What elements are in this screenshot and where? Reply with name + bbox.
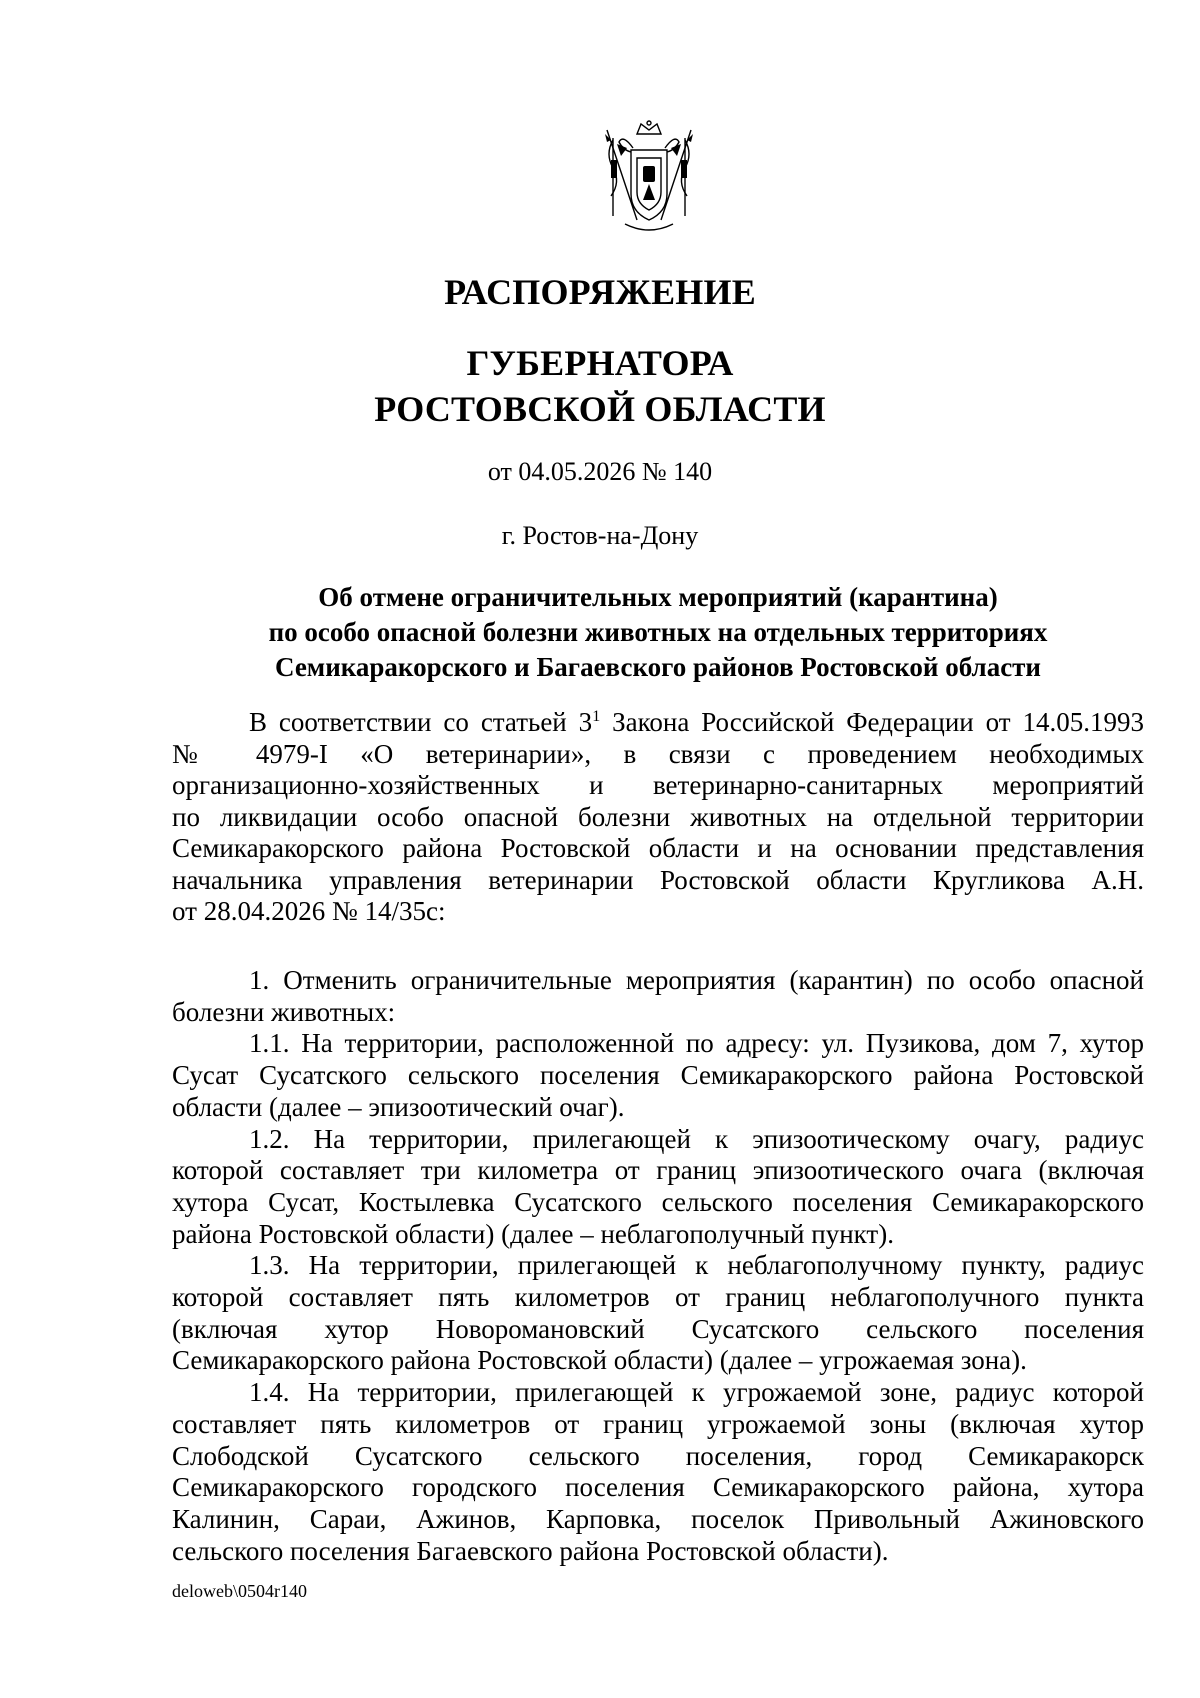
text-line: от 28.04.2026 № 14/35с: xyxy=(172,896,446,926)
item-1-3-line: 1.3. На территории, прилегающей к неблагополучному пункту, радиус xyxy=(249,1250,1144,1281)
item-1-1-line: области (далее – эпизоотический очаг). xyxy=(172,1091,625,1122)
item-1-2-line: хутора Сусат, Костылевка Сусатского сельского поселения Семикаракорского xyxy=(172,1186,1144,1217)
item-1-3-line: которой составляет пять километров от границ неблагополучного пункта xyxy=(172,1282,1144,1313)
document-date-number: от 04.05.2026 № 140 xyxy=(487,457,713,486)
item-1-3-line: (включая хутор Новоромановский Сусатского сельского поселения xyxy=(172,1313,1144,1344)
authority-line: ГУБЕРНАТОРА xyxy=(466,343,734,383)
item-1-4-line: 1.4. На территории, прилегающей к угрожаемой зоне, радиус которой xyxy=(249,1377,1144,1408)
issuing-authority xyxy=(0,340,1200,432)
authority-line: РОСТОВСКОЙ ОБЛАСТИ xyxy=(374,389,826,429)
item-1-4-line: Слободской Сусатского сельского поселения, город Семикаракорск xyxy=(172,1440,1144,1471)
title-line: по особо опасной болезни животных на отдельных территориях xyxy=(268,617,1048,647)
document-title xyxy=(172,580,1144,685)
text-line: Семикаракорского района Ростовской области и на основании представления xyxy=(172,833,1144,863)
document-type: РАСПОРЯЖЕНИЕ xyxy=(444,272,756,312)
item-1-1-line: Сусат Сусатского сельского поселения Семикаракорского района Ростовской xyxy=(172,1060,1144,1091)
text-line xyxy=(172,707,1144,739)
item-1-4-line: Семикаракорского городского поселения Семикаракорского района, хутора xyxy=(172,1472,1144,1503)
document-city: г. Ростов-на-Дону xyxy=(501,521,699,550)
item-1-4-line: составляет пять километров от границ угрожаемой зоны (включая хутор xyxy=(172,1408,1144,1439)
coat-of-arms-icon xyxy=(597,120,701,238)
item-1-3-line: Семикаракорского района Ростовской области) (далее – угрожаемая зона). xyxy=(172,1345,1027,1376)
text-line: организационно-хозяйственных и ветеринарно-санитарных мероприятий xyxy=(172,770,1144,800)
item-1-2-line: которой составляет три километра от границ эпизоотического очага (включая xyxy=(172,1155,1144,1186)
item-1-line: 1. Отменить ограничительные мероприятия (карантин) по особо опасной xyxy=(249,965,1144,995)
item-1-1-line: 1.1. На территории, расположенной по адресу: ул. Пузикова, дом 7, хутор xyxy=(249,1028,1144,1059)
document-file-code: deloweb\0504r140 xyxy=(172,1581,307,1601)
order-items xyxy=(172,965,1144,1567)
item-1-4-line: Калинин, Сараи, Ажинов, Карповка, поселок Привольный Ажиновского xyxy=(172,1503,1144,1534)
text-fragment: Закона Российской Федерации от 14.05.1993 xyxy=(600,707,1144,737)
item-1-line: болезни животных: xyxy=(172,996,396,1027)
preamble-paragraph xyxy=(172,707,1144,928)
item-1-2-line: района Ростовской области) (далее – неблагополучный пункт). xyxy=(172,1218,894,1249)
text-fragment: В соответствии со статьей 3 xyxy=(249,707,593,737)
text-line: по ликвидации особо опасной болезни животных на отдельной территории xyxy=(172,801,1144,832)
superscript: 1 xyxy=(592,708,601,725)
item-1-2-line: 1.2. На территории, прилегающей к эпизоотическому очагу, радиус xyxy=(249,1123,1144,1154)
text-line: начальника управления ветеринарии Ростовской области Кругликова А.Н. xyxy=(172,864,1144,895)
text-line: № 4979-I «О ветеринарии», в связи с проведением необходимых xyxy=(172,738,1144,769)
title-line: Об отмене ограничительных мероприятий (карантина) xyxy=(318,582,998,612)
item-1-4-line: сельского поселения Багаевского района Ростовской области). xyxy=(172,1535,889,1566)
title-line: Семикаракорского и Багаевского районов Ростовской области xyxy=(274,652,1041,682)
